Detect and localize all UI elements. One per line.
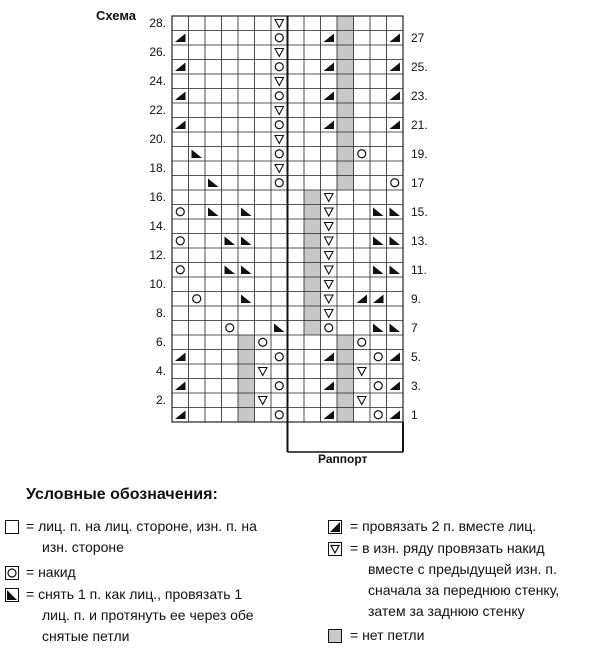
no-stitch-cell — [304, 248, 321, 263]
row-label-odd: 27 — [411, 30, 425, 45]
row-label-even: 20. — [149, 132, 166, 146]
row-label-even: 8. — [155, 306, 166, 320]
skp-symbol — [241, 208, 252, 217]
no-stitch-cell — [337, 60, 354, 75]
legend-knit-line2: изн. стороне — [42, 539, 124, 555]
skp-symbol — [241, 295, 252, 304]
k2tog-symbol — [324, 411, 335, 420]
no-stitch-cell — [304, 277, 321, 292]
chart-title: Схема — [96, 8, 137, 23]
k2tog-symbol — [175, 382, 186, 391]
k2tog-symbol — [390, 411, 401, 420]
yo-purl-symbol — [325, 208, 334, 216]
row-label-even: 24. — [149, 74, 166, 88]
yarn-over-symbol — [391, 179, 399, 187]
row-label-even: 14. — [149, 219, 166, 233]
yarn-over-symbol — [275, 353, 283, 361]
skp-symbol — [192, 150, 203, 159]
yo-purl-symbol — [325, 266, 334, 274]
skp-symbol — [208, 179, 219, 188]
yarn-over-symbol — [176, 237, 184, 245]
yo-purl-symbol — [325, 237, 334, 245]
legend-yo-purl-line4: затем за заднюю стенку — [368, 603, 525, 619]
yo-purl-symbol — [259, 368, 268, 376]
skp-symbol — [390, 237, 401, 246]
row-label-even: 22. — [149, 103, 166, 117]
k2tog-symbol — [390, 382, 401, 391]
k2tog-symbol — [390, 63, 401, 72]
yarn-over-symbol — [275, 63, 283, 71]
row-label-odd: 7 — [411, 320, 418, 335]
no-stitch-cell — [337, 89, 354, 104]
legend-skp-line1: = снять 1 п. как лиц., провязать 1 — [26, 586, 243, 602]
row-label-even: 16. — [149, 190, 166, 204]
skp-symbol — [373, 324, 384, 333]
circle-icon — [5, 566, 19, 580]
k2tog-symbol — [175, 353, 186, 362]
no-stitch-cell — [337, 31, 354, 46]
yarn-over-symbol — [325, 324, 333, 332]
legend-knit-line1: = лиц. п. на лиц. стороне, изн. п. на — [26, 518, 257, 534]
yo-purl-symbol — [275, 20, 284, 28]
legend-k2tog: = провязать 2 п. вместе лиц. — [350, 518, 537, 534]
no-stitch-cell — [337, 45, 354, 60]
no-stitch-cell — [337, 176, 354, 191]
yarn-over-symbol — [275, 382, 283, 390]
k2tog-symbol — [175, 121, 186, 130]
no-stitch-cell — [337, 393, 354, 408]
yarn-over-symbol — [275, 411, 283, 419]
k2tog-symbol — [324, 92, 335, 101]
no-stitch-cell — [337, 132, 354, 147]
no-stitch-cell — [238, 379, 255, 394]
yarn-over-symbol — [374, 353, 382, 361]
no-stitch-cell — [337, 408, 354, 423]
row-label-odd: 23. — [411, 88, 428, 103]
k2tog-symbol — [175, 92, 186, 101]
k2tog-symbol — [324, 382, 335, 391]
no-stitch-cell — [304, 292, 321, 307]
yo-purl-symbol — [358, 368, 367, 376]
row-label-even: 28. — [149, 16, 166, 30]
no-stitch-cell — [337, 350, 354, 365]
skp-symbol — [390, 324, 401, 333]
skp-symbol — [373, 237, 384, 246]
no-stitch-cell — [304, 234, 321, 249]
row-label-even: 4. — [155, 364, 166, 378]
row-label-odd: 1 — [411, 407, 418, 422]
yarn-over-symbol — [176, 208, 184, 216]
yo-purl-symbol — [325, 295, 334, 303]
yarn-over-symbol — [358, 338, 366, 346]
no-stitch-cell — [337, 335, 354, 350]
down-triangle-icon — [328, 542, 342, 556]
yarn-over-symbol — [226, 324, 234, 332]
row-label-odd: 9. — [411, 291, 422, 306]
no-stitch-cell — [238, 393, 255, 408]
k2tog-symbol — [175, 411, 186, 420]
yarn-over-symbol — [176, 266, 184, 274]
no-stitch-cell — [337, 103, 354, 118]
row-label-odd: 15. — [411, 204, 428, 219]
yarn-over-symbol — [275, 121, 283, 129]
skp-symbol — [373, 208, 384, 217]
skp-symbol — [241, 266, 252, 275]
legend-title: Условные обозначения: — [26, 486, 218, 503]
k2tog-symbol — [324, 121, 335, 130]
yo-purl-symbol — [325, 281, 334, 289]
yarn-over-symbol — [275, 150, 283, 158]
k2tog-symbol — [390, 34, 401, 43]
yo-purl-symbol — [275, 165, 284, 173]
no-stitch-cell — [304, 306, 321, 321]
k2tog-symbol — [390, 121, 401, 130]
yo-purl-symbol — [275, 78, 284, 86]
legend-no-stitch: = нет петли — [350, 627, 425, 643]
k2tog-symbol — [324, 353, 335, 362]
skp-symbol — [241, 237, 252, 246]
no-stitch-cell — [304, 219, 321, 234]
row-label-odd: 19. — [411, 146, 428, 161]
skp-symbol — [390, 266, 401, 275]
yarn-over-symbol — [374, 382, 382, 390]
yo-purl-symbol — [325, 194, 334, 202]
k2tog-symbol — [175, 63, 186, 72]
row-label-even: 12. — [149, 248, 166, 262]
yarn-over-symbol — [358, 150, 366, 158]
yo-purl-symbol — [275, 49, 284, 57]
yarn-over-symbol — [275, 179, 283, 187]
no-stitch-cell — [304, 190, 321, 205]
row-label-even: 18. — [149, 161, 166, 175]
k2tog-symbol — [324, 34, 335, 43]
skp-symbol — [373, 266, 384, 275]
yarn-over-symbol — [374, 411, 382, 419]
row-label-odd: 3. — [411, 378, 422, 393]
legend-yarn-over: = накид — [26, 564, 76, 580]
skp-symbol — [225, 237, 236, 246]
row-label-odd: 17 — [411, 175, 425, 190]
no-stitch-cell — [238, 350, 255, 365]
k2tog-symbol — [390, 92, 401, 101]
k2tog-symbol — [324, 63, 335, 72]
row-label-even: 10. — [149, 277, 166, 291]
right-triangle-icon — [328, 520, 342, 534]
no-stitch-cell — [337, 16, 354, 31]
no-stitch-cell — [337, 364, 354, 379]
yo-purl-symbol — [275, 107, 284, 115]
yo-purl-symbol — [325, 310, 334, 318]
left-triangle-icon — [5, 588, 19, 602]
row-label-odd: 5. — [411, 349, 422, 364]
yarn-over-symbol — [275, 92, 283, 100]
legend-yo-purl-line2: вместе с предыдущей изн. п. — [368, 561, 557, 577]
row-label-odd: 21. — [411, 117, 428, 132]
no-stitch-cell — [337, 118, 354, 133]
no-stitch-cell — [238, 408, 255, 423]
k2tog-symbol — [357, 295, 368, 304]
skp-symbol — [390, 208, 401, 217]
no-stitch-cell — [304, 321, 321, 336]
yarn-over-symbol — [259, 338, 267, 346]
legend-skp-line2: лиц. п. и протянуть ее через обе — [42, 607, 254, 623]
row-label-even: 6. — [155, 335, 166, 349]
yarn-over-symbol — [275, 34, 283, 42]
gray-square-icon — [328, 629, 342, 643]
no-stitch-cell — [337, 379, 354, 394]
no-stitch-cell — [238, 364, 255, 379]
no-stitch-cell — [337, 161, 354, 176]
row-label-odd: 11. — [411, 262, 427, 277]
row-label-odd: 25. — [411, 59, 428, 74]
row-label-even: 2. — [155, 393, 166, 407]
k2tog-symbol — [390, 353, 401, 362]
row-label-even: 26. — [149, 45, 166, 59]
no-stitch-cell — [304, 205, 321, 220]
yo-purl-symbol — [259, 397, 268, 405]
yo-purl-symbol — [325, 223, 334, 231]
rapport-label: Раппорт — [318, 452, 368, 466]
no-stitch-cell — [304, 263, 321, 278]
yarn-over-symbol — [193, 295, 201, 303]
skp-symbol — [208, 208, 219, 217]
skp-symbol — [225, 266, 236, 275]
yo-purl-symbol — [325, 252, 334, 260]
skp-symbol — [274, 324, 285, 333]
legend-yo-purl-line1: = в изн. ряду провязать накид — [350, 540, 545, 556]
yo-purl-symbol — [358, 397, 367, 405]
no-stitch-cell — [337, 74, 354, 89]
row-label-odd: 13. — [411, 233, 428, 248]
no-stitch-cell — [337, 147, 354, 162]
empty-square-icon — [5, 520, 19, 534]
legend-skp-line3: снятые петли — [42, 628, 130, 644]
no-stitch-cell — [238, 335, 255, 350]
k2tog-symbol — [175, 34, 186, 43]
legend-yo-purl-line3: сначала за переднюю стенку, — [368, 582, 560, 598]
yo-purl-symbol — [275, 136, 284, 144]
k2tog-symbol — [373, 295, 384, 304]
